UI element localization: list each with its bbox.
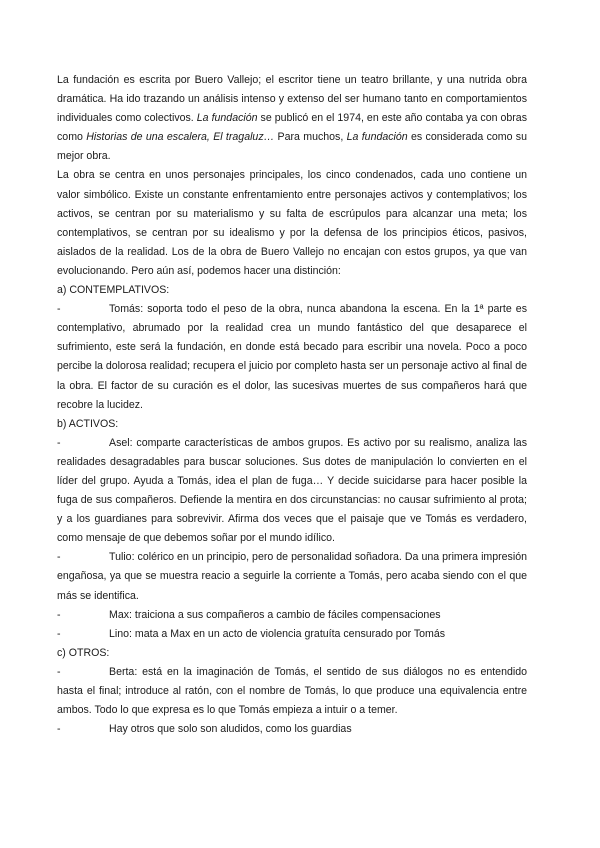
list-item-tomas	[57, 300, 527, 415]
intro-paragraph	[57, 71, 527, 166]
list-item-max	[57, 606, 527, 625]
work-title: La fundación	[196, 112, 258, 125]
document-body	[57, 71, 527, 739]
list-item-text: Asel: comparte características de ambos grupos. Es activo por su realismo, analiza las realidades desagradables para buscar soluciones. Sus dotes de manipulación lo convierten en el líder del grupo. Ayuda a Tomás, idea el plan de fuga… Y decide suicidarse para hacer posible la fuga de sus compañeros. Defiende la mentira en dos circunstancias: no causar sufrimiento al prota; y a los guardianes para sobrevivir. Afirma dos veces que el paisaje que ve Tomás es verdadero, como mensaje de que debemos soñar por el mundo idílico.	[57, 436, 527, 545]
section-heading-contemplativos: a) CONTEMPLATIVOS:	[57, 284, 170, 297]
list-dash: -	[57, 608, 61, 621]
intro-text: Para muchos,	[274, 131, 347, 144]
characters-paragraph: La obra se centra en unos personajes principales, los cinco condenados, cada uno contiene un valor simbólico. Existe un constante enfrentamiento entre personajes activos y contemplativos; los activos, se centran por su materialismo y su falta de escrúpulos para alcanzar una meta; los contemplativos, se centran por su idealismo y por la defensa de los principios éticos, pasivos, aislados de la realidad. Los de la obra de Buero Vallejo no encajan con estos grupos, ya que van evolucionando. Pero aún así, podemos hacer una distinción:	[57, 169, 527, 277]
intro-text: es considerada como su mejor obra.	[57, 131, 527, 163]
intro-text: se publicó en el 1974, en este año contaba ya con obras como	[57, 112, 527, 144]
list-item-berta	[57, 663, 527, 720]
list-item-others	[57, 720, 527, 739]
work-title: La fundación	[346, 131, 408, 144]
list-item-tulio	[57, 548, 527, 605]
list-item-text: Max: traiciona a sus compañeros a cambio de fáciles compensaciones	[109, 608, 441, 621]
list-dash: -	[57, 665, 61, 678]
list-dash: -	[57, 551, 61, 564]
list-item-text: Berta: está en la imaginación de Tomás, el sentido de sus diálogos no es entendido hasta el final; introduce al ratón, con el nombre de Tomás, lo que produce una equivalencia entre ambos. Todo lo que expresa es lo que Tomás empieza a intuir o a temer.	[57, 665, 527, 717]
list-dash: -	[57, 627, 61, 640]
list-dash: -	[57, 436, 61, 449]
list-item-lino	[57, 625, 527, 644]
section-heading-otros: c) OTROS:	[57, 646, 110, 659]
list-item-text: Tulio: colérico en un principio, pero de personalidad soñadora. Da una primera impresión engañosa, ya que se muestra reacio a seguirle la corriente a Tomás, pero acaba siendo con el que más se identifica.	[57, 551, 527, 602]
list-item-asel	[57, 434, 527, 549]
list-item-text: Tomás: soporta todo el peso de la obra, nunca abandona la escena. En la 1ª parte es contemplativo, abrumado por la realidad crea un mundo fantástico del que desaparece el sufrimiento, este será la fundación, en donde está becado para escribir una novela. Poco a poco percibe la dolorosa realidad; recupera el juicio por completo hasta ser un personaje activo al final de la obra. El factor de su curación es el dolor, las sucesivas muertes de sus compañeros hará que recobre la lucidez.	[57, 303, 527, 411]
section-heading-activos: b) ACTIVOS:	[57, 417, 119, 430]
intro-text: La fundación es escrita por Buero Vallejo; el escritor tiene un teatro brillante, y una nutrida obra dramática. Ha ido trazando un análisis intenso y extenso del ser humano tanto en comportamientos individuales como colectivos.	[57, 74, 527, 125]
work-titles-list: Historias de una escalera, El tragaluz…	[86, 131, 275, 144]
list-item-text: Lino: mata a Max en un acto de violencia gratuíta censurado por Tomás	[109, 627, 446, 640]
list-dash: -	[57, 303, 61, 316]
list-dash: -	[57, 723, 61, 736]
list-item-text: Hay otros que solo son aludidos, como los guardias	[109, 723, 352, 736]
